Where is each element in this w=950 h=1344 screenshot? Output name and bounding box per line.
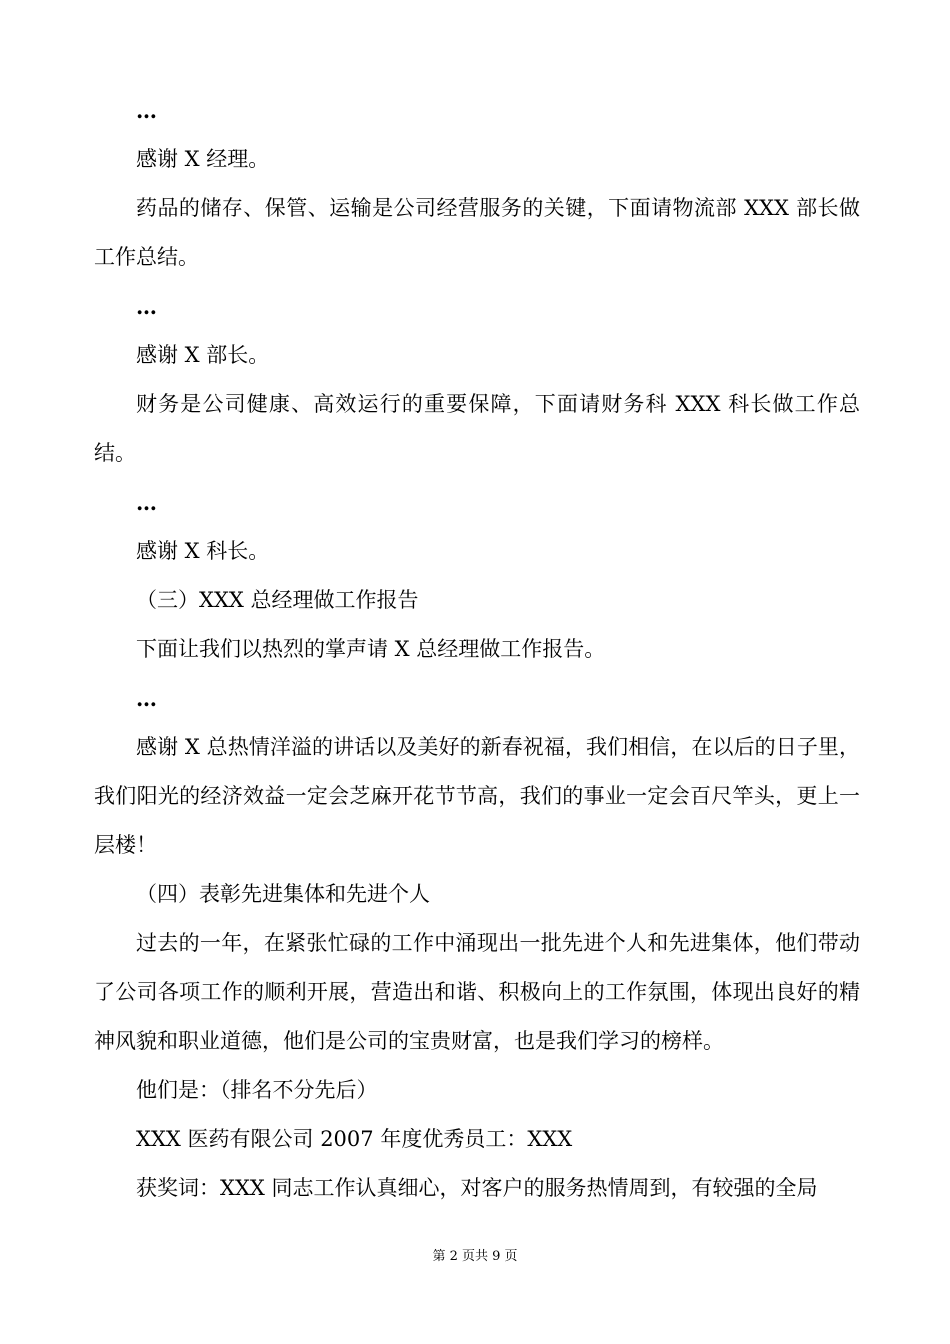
thanks-manager-paragraph: 感谢 X 经理。 xyxy=(136,147,270,171)
thanks-gm-paragraph: 感谢 X 总热情洋溢的讲话以及美好的新春祝福，我们相信，在以后的日子里，我们阳光的经济效益一定会芝麻开花节节高，我们的事业一定会百尺竿头，更上一层楼！ xyxy=(94,735,860,857)
ellipsis-paragraph: … xyxy=(136,294,157,319)
document-body xyxy=(94,86,860,1213)
page-footer xyxy=(0,1248,950,1266)
finance-intro-paragraph: 财务是公司健康、高效运行的重要保障，下面请财务科 XXX 科长做工作总结。 xyxy=(94,392,860,465)
section-heading-4: （四）表彰先进集体和先进个人 xyxy=(136,882,430,906)
ellipsis-paragraph: … xyxy=(136,98,157,123)
gm-report-intro-paragraph: 下面让我们以热烈的掌声请 X 总经理做工作报告。 xyxy=(136,637,606,661)
section-heading-3: （三）XXX 总经理做工作报告 xyxy=(136,588,419,612)
past-year-paragraph: 过去的一年，在紧张忙碌的工作中涌现出一批先进个人和先进集体，他们带动了公司各项工作的顺利开展，营造出和谐、积极向上的工作氛围，体现出良好的精神风貌和职业道德，他们是公司的宝贵财富，也是我们学习的榜样。 xyxy=(94,931,860,1053)
ellipsis-paragraph: … xyxy=(136,490,157,515)
excellent-employee-paragraph: XXX 医药有限公司 2007 年度优秀员工：XXX xyxy=(136,1127,573,1151)
ellipsis-paragraph: … xyxy=(136,686,157,711)
page-number-label: 第 2 页共 9 页 xyxy=(432,1249,518,1264)
thanks-section-chief-paragraph: 感谢 X 科长。 xyxy=(136,539,270,563)
thanks-director-paragraph: 感谢 X 部长。 xyxy=(136,343,270,367)
award-citation-paragraph: 获奖词：XXX 同志工作认真细心，对客户的服务热情周到，有较强的全局 xyxy=(136,1176,818,1200)
logistics-intro-paragraph: 药品的储存、保管、运输是公司经营服务的关键，下面请物流部 XXX 部长做工作总结。 xyxy=(94,196,860,269)
honorees-intro-paragraph: 他们是：（排名不分先后） xyxy=(136,1078,378,1102)
